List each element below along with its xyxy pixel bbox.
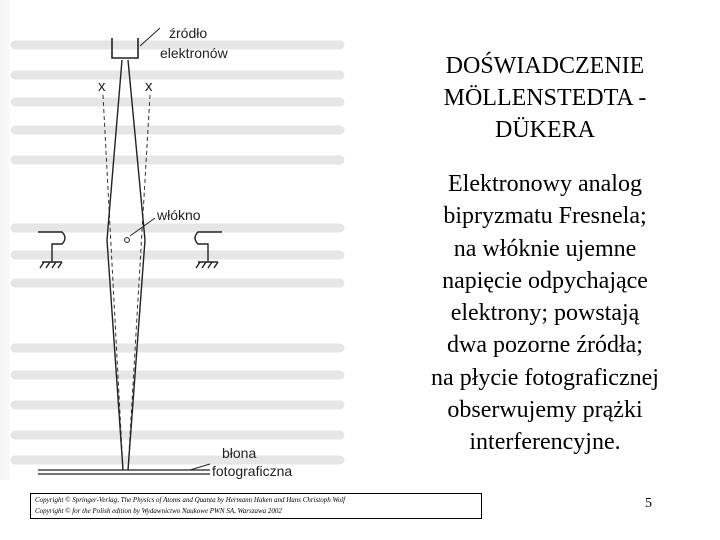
copyright-line: Copyright © Springer-Verlag, The Physics of Atoms and Quanta by Hermann Haken and Hans Christoph Wolf [35,496,346,504]
body-line: bipryzmatu Fresnela; [443,203,647,230]
slide-title-line: DOŚWIADCZENIE [445,53,645,79]
background-text-blur [0,0,340,480]
fiber-wire [125,238,130,243]
photographic-plate [38,470,210,474]
slide-title-line: MÖLLENSTEDTA - [443,85,647,111]
body-line: napięcie odpychające [442,267,648,294]
page-number: 5 [645,496,652,511]
body-line: interferencyjne. [469,429,621,456]
body-line: obserwujemy prążki [447,397,643,424]
plate-label-line1: błona [222,445,257,461]
virtual-source-right: x [145,78,153,95]
copyright-line: Copyright © for the Polish edition by Wydawnictwo Naukowe PWN SA, Warszawa 2002 [35,507,282,515]
source-label-line1: źródło [169,25,208,41]
body-line: Elektronowy analog [448,171,642,197]
plate-label-line2: fotograficzna [212,463,293,479]
body-line: na włóknie ujemne [453,235,637,262]
body-line: dwa pozorne źródła; [447,332,643,359]
virtual-source-left: x [98,78,106,95]
slide-title [400,50,690,146]
fiber-label: włókno [157,207,201,223]
slide-body [400,168,690,459]
left-ground-electrode [38,232,65,268]
body-line: na płycie fotograficznej [431,364,659,391]
copyright-box [30,493,482,519]
right-ground-electrode [195,232,222,268]
slide-title-line: DÜKERA [495,117,595,143]
plate-label-pointer [190,464,210,470]
body-line: elektrony; powstają [450,300,640,327]
source-label-line2: elektronów [160,45,228,61]
